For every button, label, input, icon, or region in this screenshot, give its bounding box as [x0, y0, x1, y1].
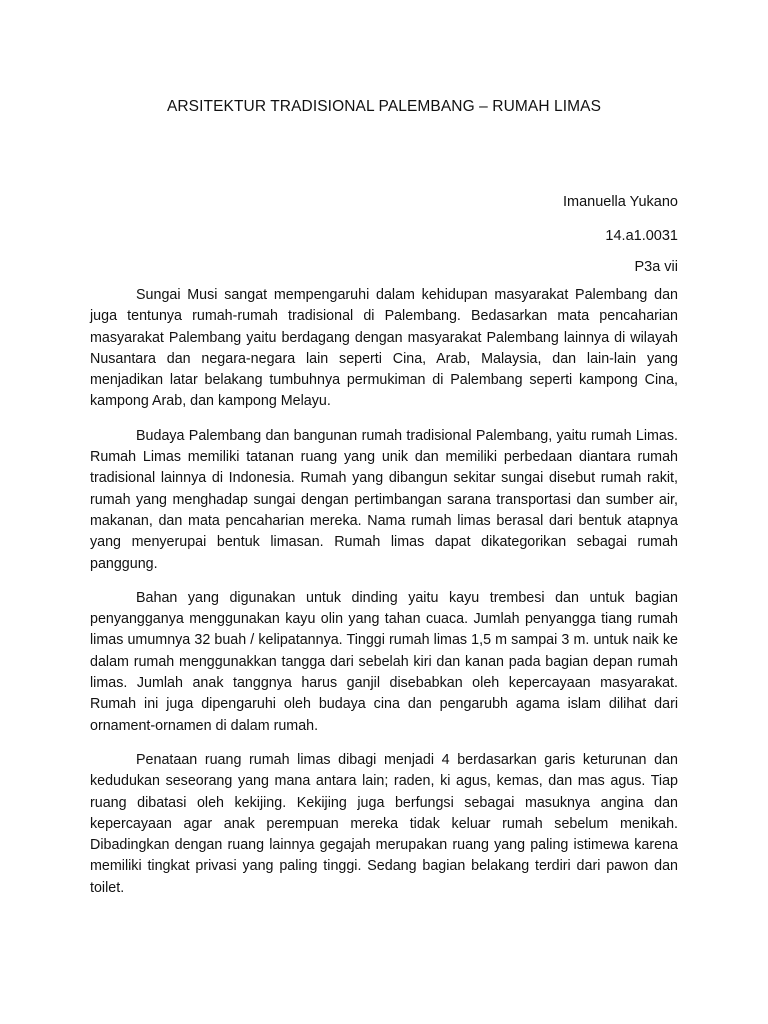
student-id: 14.a1.0031 [605, 228, 678, 244]
paragraph-2: Budaya Palembang dan bangunan rumah tradisional Palembang, yaitu rumah Limas. Rumah Limas memiliki tatanan ruang yang unik dan memiliki perbedaan diantara rumah tradisional lainnya di Indonesia. Rumah yang dibangun sekitar sungai disebut rumah rakit, rumah yang menghadap sungai dengan pertimbangan sarana transportasi dan sumber air, makanan, dan mata pencaharian mereka. Nama rumah limas berasal dari bentuk atapnya yang menyerupai bentuk limasan. Rumah limas dapat dikategorikan sebagai rumah panggung. [90, 427, 678, 572]
document-body [90, 285, 678, 912]
document-title: ARSITEKTUR TRADISIONAL PALEMBANG – RUMAH LIMAS [166, 98, 602, 115]
paragraph-1: Sungai Musi sangat mempengaruhi dalam kehidupan masyarakat Palembang dan juga tentunya rumah-rumah tradisional di Palembang. Bedasarkan mata pencaharian masyarakat Palembang yaitu berdagang dengan masyarakat Palembang lainnya di wilayah Nusantara dan negara-negara lain seperti Cina, Arab, Malaysia, dan lain-lain yang menjadikan latar belakang tumbuhnya permukiman di Palembang seperti kampong Cina, kampong Arab, dan kampong Melayu. [90, 287, 678, 410]
class-code: P3a vii [634, 259, 678, 275]
paragraph-3: Bahan yang digunakan untuk dinding yaitu kayu trembesi dan untuk bagian penyangganya menggunakan kayu olin yang tahan cuaca. Jumlah penyangga tiang rumah limas umumnya 32 buah / kelipatannya. Tinggi rumah limas 1,5 m sampai 3 m. untuk naik ke dalam rumah menggunakkan tangga dari sebelah kiri dan kanan pada bagian depan rumah limas. Jumlah anak tanggnya harus ganjil disebabkan oleh kepercayaan masyarakat. Rumah ini juga dipengaruhi oleh budaya cina dan pengarubh agama islam dilihat dari ornament-ornamen di dalam rumah. [90, 589, 678, 734]
paragraph-4: Penataan ruang rumah limas dibagi menjadi 4 berdasarkan garis keturunan dan kedudukan seseorang yang mana antara lain; raden, ki agus, kemas, dan mas agus. Tiap ruang dibatasi oleh kekijing. Kekijing juga berfungsi sebagai masuknya angina dan kepercayaan agar anak perempuan mereka tidak keluar rumah sebelum menikah. Dibadingkan dengan ruang lainnya gegajah merupakan ruang yang paling istimewa karena memiliki tingkat privasi yang paling tinggi. Sedang bagian belakang terdiri dari pawon dan toilet. [90, 751, 678, 896]
author-name: Imanuella Yukano [562, 194, 678, 210]
